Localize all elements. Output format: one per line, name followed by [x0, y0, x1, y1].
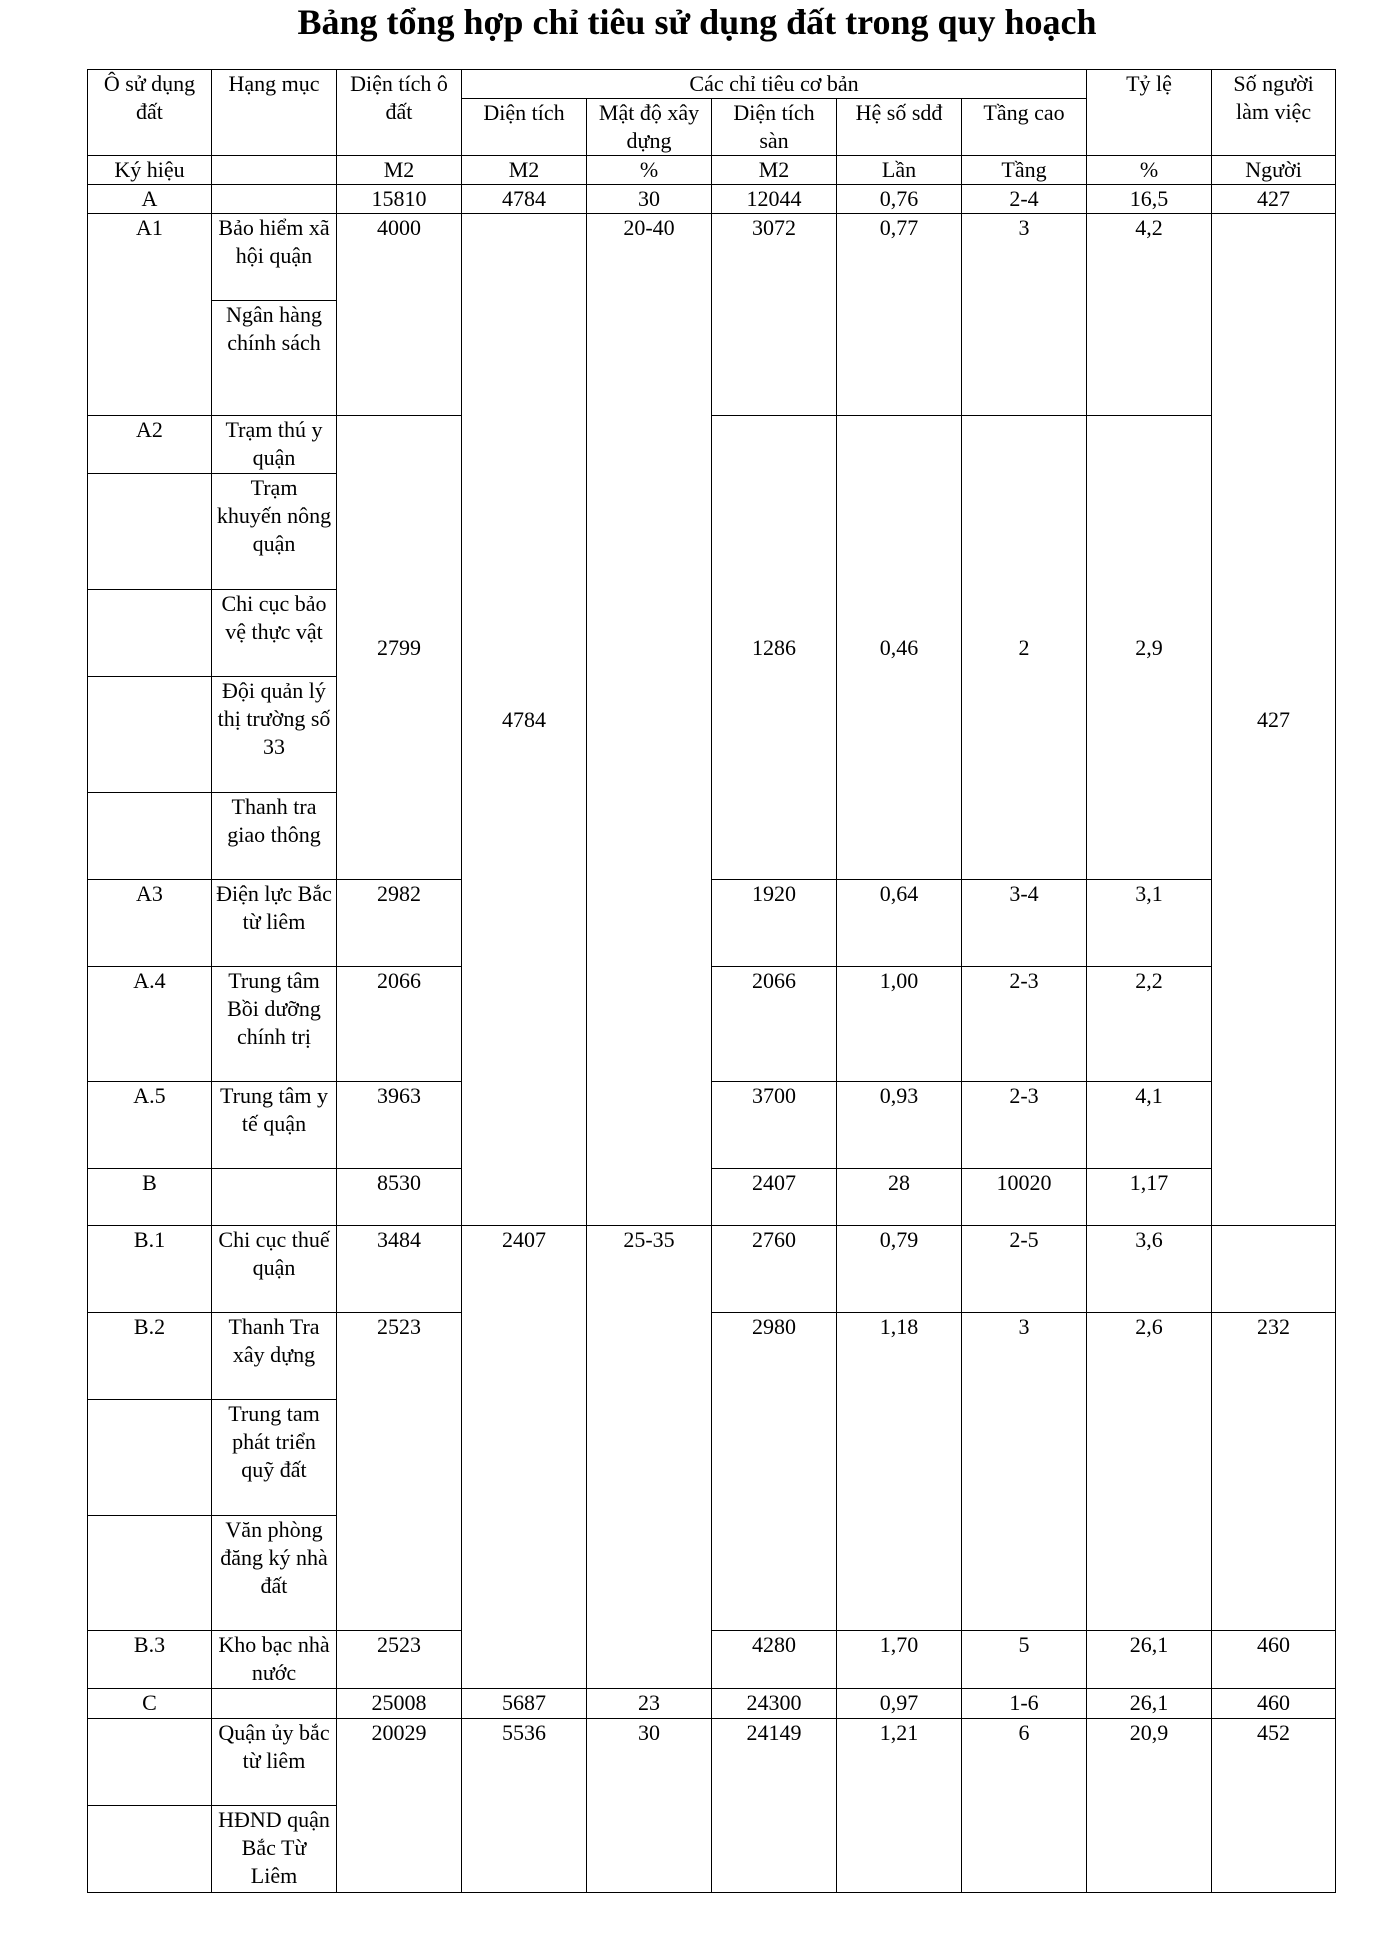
cell: 15810 [337, 185, 462, 214]
people-cell: 427 [1212, 214, 1336, 1226]
area-cell: 2523 [337, 1631, 462, 1689]
code-cell: B.2 [88, 1313, 212, 1400]
code-cell: A.5 [88, 1082, 212, 1169]
unit-cell: M2 [462, 156, 587, 185]
item-cell: Bảo hiểm xã hội quận [212, 214, 337, 301]
coef-cell: 1,21 [837, 1719, 962, 1893]
cell: 16,5 [1087, 185, 1212, 214]
people-cell: 452 [1212, 1719, 1336, 1893]
code-cell [88, 474, 212, 590]
code-cell: B.3 [88, 1631, 212, 1689]
area-cell: 4000 [337, 214, 462, 416]
ratio-cell: 3,1 [1087, 880, 1212, 967]
table-row-b [88, 1169, 1336, 1226]
item-cell: Ngân hàng chính sách [212, 301, 337, 416]
floor-area-cell: 2066 [712, 967, 837, 1082]
cell: 460 [1212, 1689, 1336, 1719]
density-cell: 30 [587, 1719, 712, 1893]
header-cac-chi-tieu: Các chỉ tiêu cơ bản [462, 70, 1087, 99]
unit-cell: % [1087, 156, 1212, 185]
cell: 25008 [337, 1689, 462, 1719]
header-so-nguoi: Số người làm việc [1212, 70, 1336, 156]
table-row-b2 [88, 1313, 1336, 1400]
floor-area-cell: 1920 [712, 880, 837, 967]
density-cell: 25-35 [587, 1226, 712, 1689]
floor-area-cell: 3072 [712, 214, 837, 416]
height-cell: 3 [962, 1313, 1087, 1631]
height-cell: 2-3 [962, 1082, 1087, 1169]
item-cell: Trạm khuyến nông quận [212, 474, 337, 590]
built-area-cell: 2407 [462, 1226, 587, 1689]
table-row-c1 [88, 1719, 1336, 1806]
height-cell: 3-4 [962, 880, 1087, 967]
ratio-cell: 4,2 [1087, 214, 1212, 416]
unit-cell: M2 [712, 156, 837, 185]
floor-area-cell: 24149 [712, 1719, 837, 1893]
item-cell: Trung tâm Bồi dưỡng chính trị [212, 967, 337, 1082]
cell: 2-4 [962, 185, 1087, 214]
code-cell: A.4 [88, 967, 212, 1082]
code-cell: B.1 [88, 1226, 212, 1313]
ratio-cell: 2,2 [1087, 967, 1212, 1082]
coef-cell: 1,00 [837, 967, 962, 1082]
ratio-cell: 20,9 [1087, 1719, 1212, 1893]
code-cell [88, 590, 212, 677]
cell: 2407 [712, 1169, 837, 1226]
people-cell [1212, 1226, 1336, 1313]
header-dien-tich: Diện tích [462, 99, 587, 156]
cell: 0,97 [837, 1689, 962, 1719]
item-cell: Văn phòng đăng ký nhà đất [212, 1516, 337, 1631]
cell: 28 [837, 1169, 962, 1226]
ratio-cell: 2,9 [1087, 416, 1212, 880]
area-cell: 3963 [337, 1082, 462, 1169]
cell: 26,1 [1087, 1689, 1212, 1719]
code-cell [88, 793, 212, 880]
land-use-table-container [87, 69, 1335, 1893]
item-cell: Kho bạc nhà nước [212, 1631, 337, 1689]
coef-cell: 0,93 [837, 1082, 962, 1169]
floor-area-cell: 3700 [712, 1082, 837, 1169]
height-cell: 2-5 [962, 1226, 1087, 1313]
item-cell: Trung tâm y tế quận [212, 1082, 337, 1169]
item-cell: HĐND quận Bắc Từ Liêm [212, 1806, 337, 1893]
coef-cell: 0,79 [837, 1226, 962, 1313]
cell: B [88, 1169, 212, 1226]
item-cell: Điện lực Bắc từ liêm [212, 880, 337, 967]
unit-cell: % [587, 156, 712, 185]
floor-area-cell: 4280 [712, 1631, 837, 1689]
unit-cell: Ký hiệu [88, 156, 212, 185]
area-cell: 2799 [337, 416, 462, 880]
code-cell [88, 1400, 212, 1516]
item-cell: Chi cục thuế quận [212, 1226, 337, 1313]
land-use-table [87, 69, 1336, 1893]
cell: 23 [587, 1689, 712, 1719]
header-ty-le: Tỷ lệ [1087, 70, 1212, 156]
cell: 0,76 [837, 185, 962, 214]
table-row-a3 [88, 880, 1336, 967]
unit-cell: M2 [337, 156, 462, 185]
table-row-a2 [88, 416, 1336, 474]
header-o-su-dung-dat: Ô sử dụng đất [88, 70, 212, 156]
header-row [88, 70, 1336, 99]
code-cell: A1 [88, 214, 212, 416]
header-hang-muc: Hạng mục [212, 70, 337, 156]
ratio-cell: 4,1 [1087, 1082, 1212, 1169]
coef-cell: 0,46 [837, 416, 962, 880]
cell: A [88, 185, 212, 214]
floor-area-cell: 2980 [712, 1313, 837, 1631]
height-cell: 2 [962, 416, 1087, 880]
area-cell: 20029 [337, 1719, 462, 1893]
unit-cell: Tầng [962, 156, 1087, 185]
area-cell: 2982 [337, 880, 462, 967]
height-cell: 2-3 [962, 967, 1087, 1082]
item-cell: Thanh tra giao thông [212, 793, 337, 880]
code-cell [88, 1806, 212, 1893]
cell: 5687 [462, 1689, 587, 1719]
cell: 4784 [462, 185, 587, 214]
floor-area-cell: 2760 [712, 1226, 837, 1313]
header-dien-tich-o-dat: Diện tích ô đất [337, 70, 462, 156]
header-mat-do: Mật độ xây dựng [587, 99, 712, 156]
page-title: Bảng tổng hợp chỉ tiêu sử dụng đất trong quy hoạch [297, 2, 1097, 42]
header-he-so: Hệ số sdđ [837, 99, 962, 156]
area-cell: 2066 [337, 967, 462, 1082]
item-cell: Đội quản lý thị trường số 33 [212, 677, 337, 793]
cell: 1-6 [962, 1689, 1087, 1719]
cell: 427 [1212, 185, 1336, 214]
table-row-a5 [88, 1082, 1336, 1169]
ratio-cell: 2,6 [1087, 1313, 1212, 1631]
unit-cell [212, 156, 337, 185]
item-cell: Thanh Tra xây dựng [212, 1313, 337, 1400]
area-cell: 3484 [337, 1226, 462, 1313]
coef-cell: 0,77 [837, 214, 962, 416]
table-row-a4 [88, 967, 1336, 1082]
table-row-a1 [88, 214, 1336, 301]
people-cell: 232 [1212, 1313, 1336, 1631]
coef-cell: 1,70 [837, 1631, 962, 1689]
cell [212, 1169, 337, 1226]
cell: 8530 [337, 1169, 462, 1226]
cell [212, 1689, 337, 1719]
item-cell: Trung tam phát triển quỹ đất [212, 1400, 337, 1516]
floor-area-cell: 1286 [712, 416, 837, 880]
item-cell: Quận ủy bắc từ liêm [212, 1719, 337, 1806]
code-cell [88, 1516, 212, 1631]
density-cell: 20-40 [587, 214, 712, 1226]
area-cell: 2523 [337, 1313, 462, 1631]
height-cell: 6 [962, 1719, 1087, 1893]
cell: C [88, 1689, 212, 1719]
height-cell: 5 [962, 1631, 1087, 1689]
code-cell: A3 [88, 880, 212, 967]
cell: 12044 [712, 185, 837, 214]
coef-cell: 1,18 [837, 1313, 962, 1631]
unit-cell: Lần [837, 156, 962, 185]
table-row-a [88, 185, 1336, 214]
item-cell: Chi cục bảo vệ thực vật [212, 590, 337, 677]
ratio-cell: 3,6 [1087, 1226, 1212, 1313]
code-cell [88, 677, 212, 793]
cell: 24300 [712, 1689, 837, 1719]
header-dien-tich-san: Diện tích sàn [712, 99, 837, 156]
code-cell: A2 [88, 416, 212, 474]
item-cell: Trạm thú y quận [212, 416, 337, 474]
cell [212, 185, 337, 214]
cell: 30 [587, 185, 712, 214]
cell: 10020 [962, 1169, 1087, 1226]
units-row [88, 156, 1336, 185]
height-cell: 3 [962, 214, 1087, 416]
unit-cell: Người [1212, 156, 1336, 185]
built-area-cell: 5536 [462, 1719, 587, 1893]
people-cell: 460 [1212, 1631, 1336, 1689]
coef-cell: 0,64 [837, 880, 962, 967]
table-row-b1 [88, 1226, 1336, 1313]
code-cell [88, 1719, 212, 1806]
table-row-c [88, 1689, 1336, 1719]
header-tang-cao: Tầng cao [962, 99, 1087, 156]
ratio-cell: 26,1 [1087, 1631, 1212, 1689]
built-area-cell: 4784 [462, 214, 587, 1226]
cell: 1,17 [1087, 1169, 1212, 1226]
table-row-b3 [88, 1631, 1336, 1689]
